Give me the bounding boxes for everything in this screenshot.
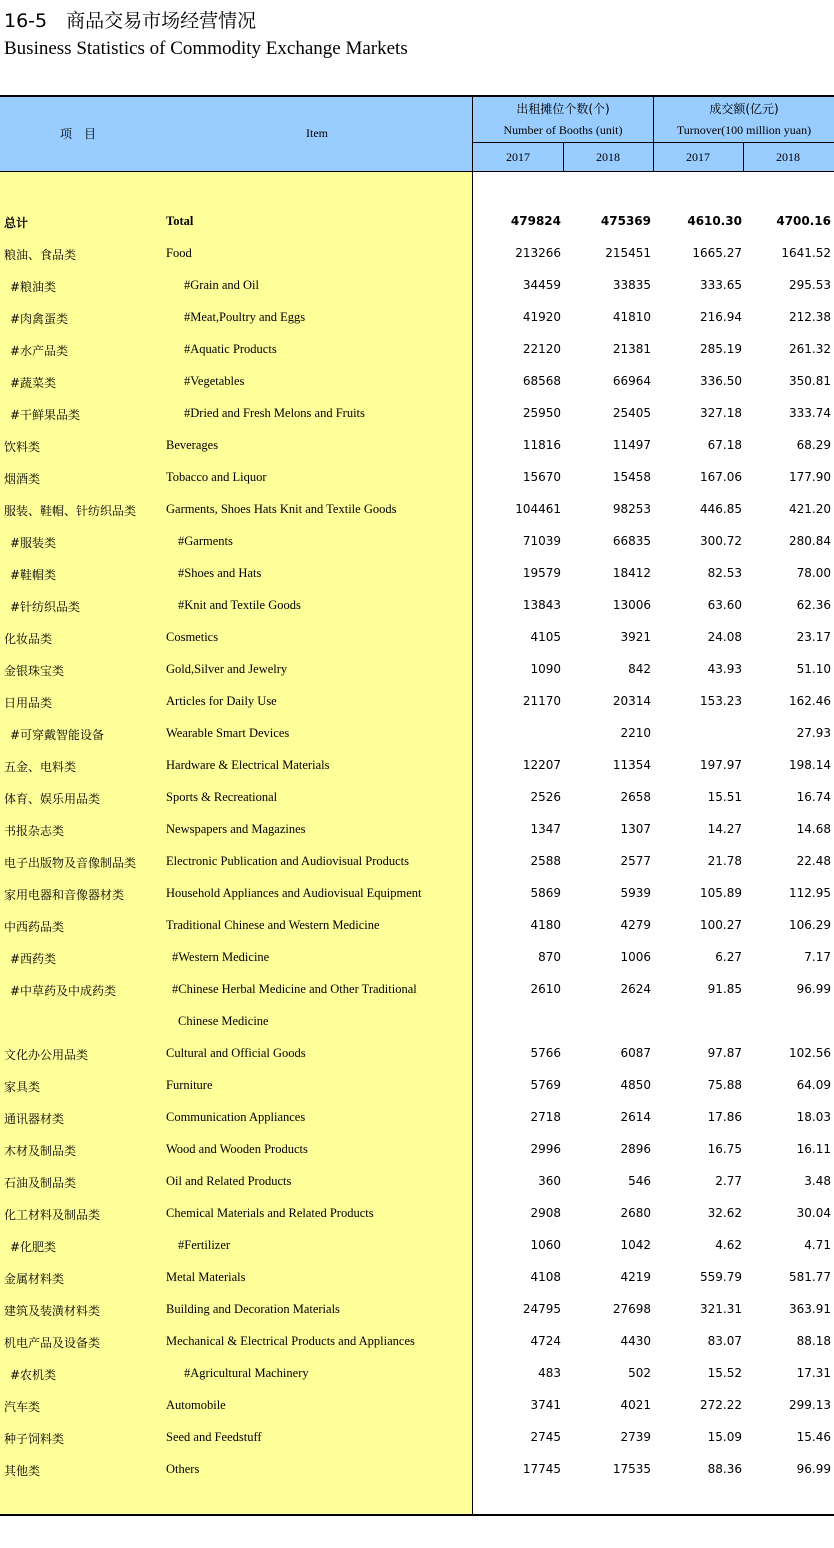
row-value: 98253 xyxy=(612,502,651,516)
row-value: 16.75 xyxy=(707,1142,742,1156)
table-row xyxy=(0,240,834,272)
row-value: 4105 xyxy=(530,630,561,644)
row-value: 19579 xyxy=(522,566,561,580)
row-label-en: #Garments xyxy=(178,534,233,548)
table-row xyxy=(0,464,834,496)
row-value: 2577 xyxy=(620,854,651,868)
row-label-en: Wood and Wooden Products xyxy=(166,1142,308,1156)
row-label-cn: #干鲜果品类 xyxy=(10,408,81,422)
row-value: 5769 xyxy=(530,1078,561,1092)
row-label-cn: 化工材料及制品类 xyxy=(4,1208,101,1222)
table-row xyxy=(0,336,834,368)
row-value: 4.71 xyxy=(804,1238,831,1252)
row-label-cn: #水产品类 xyxy=(10,344,69,358)
row-label-en: Oil and Related Products xyxy=(166,1174,292,1188)
row-value: 4.62 xyxy=(715,1238,742,1252)
row-label-cn: #化肥类 xyxy=(10,1240,57,1254)
row-label-cn: 烟酒类 xyxy=(4,472,41,486)
row-value: 4610.30 xyxy=(687,214,742,228)
row-value: 4279 xyxy=(620,918,651,932)
row-label-cn: #粮油类 xyxy=(10,280,57,294)
row-label-en: #Dried and Fresh Melons and Fruits xyxy=(184,406,365,420)
table-title-en: Business Statistics of Commodity Exchange Markets xyxy=(4,38,408,59)
row-value: 483 xyxy=(538,1366,561,1380)
row-label-cn: 家具类 xyxy=(4,1080,41,1094)
row-value: 62.36 xyxy=(796,598,831,612)
row-value: 475369 xyxy=(600,214,651,228)
table-row xyxy=(0,1200,834,1232)
row-value: 421.20 xyxy=(789,502,831,516)
table-row xyxy=(0,1296,834,1328)
row-label-en: Hardware & Electrical Materials xyxy=(166,758,330,772)
row-label-en: Tobacco and Liquor xyxy=(166,470,267,484)
table-row xyxy=(0,1104,834,1136)
row-value: 41920 xyxy=(522,310,561,324)
row-value: 300.72 xyxy=(700,534,742,548)
row-value: 17535 xyxy=(612,1462,651,1476)
table-row xyxy=(0,880,834,912)
row-value: 13006 xyxy=(612,598,651,612)
row-value: 280.84 xyxy=(789,534,831,548)
row-value: 4850 xyxy=(620,1078,651,1092)
table-row xyxy=(0,1040,834,1072)
row-value: 2614 xyxy=(620,1110,651,1124)
row-value: 581.77 xyxy=(789,1270,831,1284)
row-value: 1042 xyxy=(620,1238,651,1252)
row-label-cn: 种子饲料类 xyxy=(4,1432,65,1446)
row-value: 17745 xyxy=(522,1462,561,1476)
turnover-en-header: Turnover(100 million yuan) xyxy=(676,123,812,137)
table-row xyxy=(0,656,834,688)
row-value: 2210 xyxy=(620,726,651,740)
row-value: 11497 xyxy=(612,438,651,452)
row-label-en: Furniture xyxy=(166,1078,213,1092)
table-row xyxy=(0,1328,834,1360)
header-bottom-rule xyxy=(0,171,834,172)
row-value: 15458 xyxy=(612,470,651,484)
row-value: 15.51 xyxy=(707,790,742,804)
table-row xyxy=(0,1136,834,1168)
row-value: 18412 xyxy=(612,566,651,580)
row-value: 2526 xyxy=(530,790,561,804)
table-row xyxy=(0,752,834,784)
row-value: 4724 xyxy=(530,1334,561,1348)
row-label-en: Chemical Materials and Related Products xyxy=(166,1206,374,1220)
row-value: 96.99 xyxy=(796,1462,831,1476)
table-row xyxy=(0,304,834,336)
row-value: 106.29 xyxy=(789,918,831,932)
row-value: 67.18 xyxy=(707,438,742,452)
row-value: 4108 xyxy=(530,1270,561,1284)
row-label-en: Others xyxy=(166,1462,200,1476)
row-value: 153.23 xyxy=(700,694,742,708)
row-label-cn: 建筑及装潢材料类 xyxy=(4,1304,101,1318)
row-value: 299.13 xyxy=(789,1398,831,1412)
row-value: 14.27 xyxy=(707,822,742,836)
row-value: 15.52 xyxy=(707,1366,742,1380)
row-value: 16.74 xyxy=(796,790,831,804)
row-value: 100.27 xyxy=(700,918,742,932)
row-value: 11354 xyxy=(612,758,651,772)
row-value: 4021 xyxy=(620,1398,651,1412)
table-row xyxy=(0,1264,834,1296)
row-label-cn: #服装类 xyxy=(10,536,57,550)
row-value: 4430 xyxy=(620,1334,651,1348)
row-label-en: Automobile xyxy=(166,1398,226,1412)
row-label-cn: 金银珠宝类 xyxy=(4,664,65,678)
row-value: 66964 xyxy=(612,374,651,388)
row-label-en: #Vegetables xyxy=(184,374,245,388)
row-label-en: Metal Materials xyxy=(166,1270,246,1284)
table-row xyxy=(0,912,834,944)
row-value: 842 xyxy=(628,662,651,676)
item-en-header: Item xyxy=(306,126,328,140)
row-label-cn: 汽车类 xyxy=(4,1400,41,1414)
table-row xyxy=(0,1008,834,1040)
table-row xyxy=(0,1072,834,1104)
row-value: 363.91 xyxy=(789,1302,831,1316)
row-value: 2745 xyxy=(530,1430,561,1444)
row-label-cn: #鞋帽类 xyxy=(10,568,57,582)
row-label-en: #Knit and Textile Goods xyxy=(178,598,301,612)
row-label-en: Household Appliances and Audiovisual Equipment xyxy=(166,886,422,900)
row-value: 197.97 xyxy=(700,758,742,772)
row-label-en: Communication Appliances xyxy=(166,1110,306,1124)
row-value: 102.56 xyxy=(789,1046,831,1060)
row-value: 33835 xyxy=(612,278,651,292)
row-value: 321.31 xyxy=(700,1302,742,1316)
top-rule xyxy=(0,95,834,97)
row-value: 66835 xyxy=(612,534,651,548)
row-value: 6087 xyxy=(620,1046,651,1060)
row-label-cn: 粮油、食品类 xyxy=(4,248,77,262)
row-label-cn: 服装、鞋帽、针纺织品类 xyxy=(4,504,137,518)
row-value: 360 xyxy=(538,1174,561,1188)
row-value: 261.32 xyxy=(789,342,831,356)
row-label-cn: 电子出版物及音像制品类 xyxy=(4,856,137,870)
table-body xyxy=(0,208,834,1488)
row-value: 1307 xyxy=(620,822,651,836)
item-cn-header: 项 目 xyxy=(60,127,97,141)
year-header: 2017 xyxy=(686,150,710,164)
row-value: 104461 xyxy=(515,502,561,516)
row-value: 2624 xyxy=(620,982,651,996)
table-row xyxy=(0,400,834,432)
row-value: 4180 xyxy=(530,918,561,932)
row-value: 68.29 xyxy=(796,438,831,452)
row-value: 21.78 xyxy=(707,854,742,868)
row-label-en: #Agricultural Machinery xyxy=(184,1366,309,1380)
row-value: 20314 xyxy=(612,694,651,708)
row-value: 15.46 xyxy=(796,1430,831,1444)
row-value: 43.93 xyxy=(707,662,742,676)
row-value: 3741 xyxy=(530,1398,561,1412)
booths-en-header: Number of Booths (unit) xyxy=(503,123,623,137)
row-value: 18.03 xyxy=(796,1110,831,1124)
row-value: 88.18 xyxy=(796,1334,831,1348)
row-value: 215451 xyxy=(605,246,651,260)
row-value: 1347 xyxy=(530,822,561,836)
row-value: 350.81 xyxy=(789,374,831,388)
row-value: 68568 xyxy=(522,374,561,388)
row-label-en: #Chinese Herbal Medicine and Other Traditional xyxy=(172,982,417,996)
row-value: 41810 xyxy=(612,310,651,324)
row-value: 3921 xyxy=(620,630,651,644)
row-label-cn: #肉禽蛋类 xyxy=(10,312,69,326)
row-label-en: #Shoes and Hats xyxy=(178,566,262,580)
row-value: 15.09 xyxy=(707,1430,742,1444)
row-value: 4700.16 xyxy=(776,214,831,228)
row-value: 285.19 xyxy=(700,342,742,356)
row-label-cn: #中草药及中成药类 xyxy=(10,984,117,998)
row-value: 212.38 xyxy=(789,310,831,324)
table-row xyxy=(0,976,834,1008)
row-value: 2896 xyxy=(620,1142,651,1156)
year-header: 2017 xyxy=(506,150,530,164)
row-label-en: Gold,Silver and Jewelry xyxy=(166,662,288,676)
table-row xyxy=(0,944,834,976)
row-value: 216.94 xyxy=(700,310,742,324)
row-value: 2.77 xyxy=(715,1174,742,1188)
table-row xyxy=(0,720,834,752)
table-row xyxy=(0,592,834,624)
row-value: 6.27 xyxy=(715,950,742,964)
turnover-cn-header: 成交额(亿元) xyxy=(709,102,779,116)
row-value: 1665.27 xyxy=(692,246,742,260)
row-value: 502 xyxy=(628,1366,651,1380)
row-value: 24795 xyxy=(522,1302,561,1316)
row-label-en: Newspapers and Magazines xyxy=(166,822,306,836)
row-value: 327.18 xyxy=(700,406,742,420)
row-label-cn: 五金、电料类 xyxy=(4,760,77,774)
row-value: 91.85 xyxy=(707,982,742,996)
row-value: 78.00 xyxy=(796,566,831,580)
row-value: 11816 xyxy=(522,438,561,452)
table-row xyxy=(0,432,834,464)
table-row xyxy=(0,848,834,880)
row-label-cn: 体育、娱乐用品类 xyxy=(4,792,101,806)
row-value: 177.90 xyxy=(789,470,831,484)
row-value: 5869 xyxy=(530,886,561,900)
row-value: 2658 xyxy=(620,790,651,804)
row-label-en: Garments, Shoes Hats Knit and Textile Goods xyxy=(166,502,397,516)
row-value: 25405 xyxy=(612,406,651,420)
row-label-cn: 石油及制品类 xyxy=(4,1176,77,1190)
row-label-en: Seed and Feedstuff xyxy=(166,1430,262,1444)
row-value: 2908 xyxy=(530,1206,561,1220)
row-value: 21381 xyxy=(612,342,651,356)
row-value: 25950 xyxy=(522,406,561,420)
table-row xyxy=(0,1232,834,1264)
row-value: 870 xyxy=(538,950,561,964)
row-label-en: Wearable Smart Devices xyxy=(166,726,290,740)
row-label-cn: #农机类 xyxy=(10,1368,57,1382)
row-value: 75.88 xyxy=(707,1078,742,1092)
row-value: 112.95 xyxy=(789,886,831,900)
row-label-en: Beverages xyxy=(166,438,219,452)
row-value: 22.48 xyxy=(796,854,831,868)
row-value: 17.31 xyxy=(796,1366,831,1380)
table-row xyxy=(0,816,834,848)
table-row xyxy=(0,624,834,656)
table-row xyxy=(0,784,834,816)
row-label-en: #Meat,Poultry and Eggs xyxy=(184,310,306,324)
row-value: 167.06 xyxy=(700,470,742,484)
row-value: 12207 xyxy=(522,758,561,772)
row-value: 17.86 xyxy=(707,1110,742,1124)
row-value: 559.79 xyxy=(700,1270,742,1284)
row-label-en: #Grain and Oil xyxy=(184,278,259,292)
row-label-en: Total xyxy=(166,214,194,228)
row-value: 162.46 xyxy=(789,694,831,708)
row-value: 16.11 xyxy=(796,1142,831,1156)
bottom-rule xyxy=(0,1514,834,1516)
row-label-cn: 书报杂志类 xyxy=(4,824,65,838)
row-label-cn: #蔬菜类 xyxy=(10,376,57,390)
row-value: 1090 xyxy=(530,662,561,676)
row-value: 3.48 xyxy=(804,1174,831,1188)
row-label-en: Cultural and Official Goods xyxy=(166,1046,306,1060)
row-label-en: Food xyxy=(166,246,192,260)
row-value: 27.93 xyxy=(796,726,831,740)
row-value: 2680 xyxy=(620,1206,651,1220)
row-value: 2588 xyxy=(530,854,561,868)
table-row xyxy=(0,272,834,304)
table-row xyxy=(0,208,834,240)
row-value: 15670 xyxy=(522,470,561,484)
row-label-cn: 通讯器材类 xyxy=(4,1112,65,1126)
row-value: 479824 xyxy=(510,214,561,228)
row-value: 272.22 xyxy=(700,1398,742,1412)
row-value: 32.62 xyxy=(707,1206,742,1220)
row-label-cn: 中西药品类 xyxy=(4,920,65,934)
row-value: 24.08 xyxy=(707,630,742,644)
row-value: 4219 xyxy=(620,1270,651,1284)
table-row xyxy=(0,1424,834,1456)
row-label-en: #Fertilizer xyxy=(178,1238,231,1252)
row-value: 83.07 xyxy=(707,1334,742,1348)
row-value: 30.04 xyxy=(796,1206,831,1220)
row-value: 5939 xyxy=(620,886,651,900)
row-value: 333.65 xyxy=(700,278,742,292)
row-value: 23.17 xyxy=(796,630,831,644)
row-label-cn: 饮料类 xyxy=(4,440,41,454)
row-value: 13843 xyxy=(522,598,561,612)
row-value: 1006 xyxy=(620,950,651,964)
row-value: 213266 xyxy=(515,246,561,260)
row-label-cn: #针纺织品类 xyxy=(10,600,81,614)
year-header: 2018 xyxy=(776,150,800,164)
row-label-en: #Aquatic Products xyxy=(184,342,277,356)
row-label-en: #Western Medicine xyxy=(172,950,270,964)
row-value: 2739 xyxy=(620,1430,651,1444)
row-value: 64.09 xyxy=(796,1078,831,1092)
row-label-en: Building and Decoration Materials xyxy=(166,1302,340,1316)
row-value: 51.10 xyxy=(796,662,831,676)
row-value: 1641.52 xyxy=(781,246,831,260)
row-value: 5766 xyxy=(530,1046,561,1060)
row-value: 333.74 xyxy=(789,406,831,420)
table-row xyxy=(0,560,834,592)
row-value: 198.14 xyxy=(789,758,831,772)
row-label-en: Mechanical & Electrical Products and Appliances xyxy=(166,1334,415,1348)
row-label-en: Electronic Publication and Audiovisual Products xyxy=(166,854,410,868)
row-label-cn: 木材及制品类 xyxy=(4,1144,77,1158)
row-label-en: Articles for Daily Use xyxy=(166,694,277,708)
row-label-cn: 其他类 xyxy=(4,1464,41,1478)
row-value: 105.89 xyxy=(700,886,742,900)
row-value: 97.87 xyxy=(707,1046,742,1060)
row-value: 63.60 xyxy=(707,598,742,612)
row-value: 22120 xyxy=(522,342,561,356)
row-label-en: Traditional Chinese and Western Medicine xyxy=(166,918,380,932)
row-value: 88.36 xyxy=(707,1462,742,1476)
row-value: 546 xyxy=(628,1174,651,1188)
row-value: 336.50 xyxy=(700,374,742,388)
row-label-en: Cosmetics xyxy=(166,630,219,644)
row-label-cn: 机电产品及设备类 xyxy=(4,1336,101,1350)
table-row xyxy=(0,1168,834,1200)
row-value: 1060 xyxy=(530,1238,561,1252)
row-label-cn: 日用品类 xyxy=(4,696,53,710)
row-label-cn: 总计 xyxy=(4,216,29,230)
row-label-en: Chinese Medicine xyxy=(178,1014,269,1028)
row-value: 34459 xyxy=(522,278,561,292)
row-value: 82.53 xyxy=(707,566,742,580)
row-label-cn: 化妆品类 xyxy=(4,632,53,646)
table-row xyxy=(0,528,834,560)
booths-cn-header: 出租摊位个数(个) xyxy=(516,102,610,116)
row-value: 14.68 xyxy=(796,822,831,836)
row-value: 446.85 xyxy=(700,502,742,516)
table-row xyxy=(0,1456,834,1488)
table-row xyxy=(0,1392,834,1424)
row-value: 21170 xyxy=(522,694,561,708)
row-label-cn: 文化办公用品类 xyxy=(4,1048,89,1062)
row-label-cn: #西药类 xyxy=(10,952,57,966)
row-value: 295.53 xyxy=(789,278,831,292)
row-value: 96.99 xyxy=(796,982,831,996)
row-label-cn: #可穿戴智能设备 xyxy=(10,728,105,742)
table-row xyxy=(0,688,834,720)
row-value: 27698 xyxy=(612,1302,651,1316)
row-value: 71039 xyxy=(522,534,561,548)
row-value: 2996 xyxy=(530,1142,561,1156)
row-value: 7.17 xyxy=(804,950,831,964)
table-row xyxy=(0,1360,834,1392)
year-header: 2018 xyxy=(596,150,620,164)
row-value: 2610 xyxy=(530,982,561,996)
table-title-cn: 16-5 商品交易市场经营情况 xyxy=(4,10,257,32)
table-row xyxy=(0,368,834,400)
table-row xyxy=(0,496,834,528)
row-label-cn: 金属材料类 xyxy=(4,1272,65,1286)
row-value: 2718 xyxy=(530,1110,561,1124)
row-label-en: Sports & Recreational xyxy=(166,790,278,804)
row-label-cn: 家用电器和音像器材类 xyxy=(4,888,125,902)
